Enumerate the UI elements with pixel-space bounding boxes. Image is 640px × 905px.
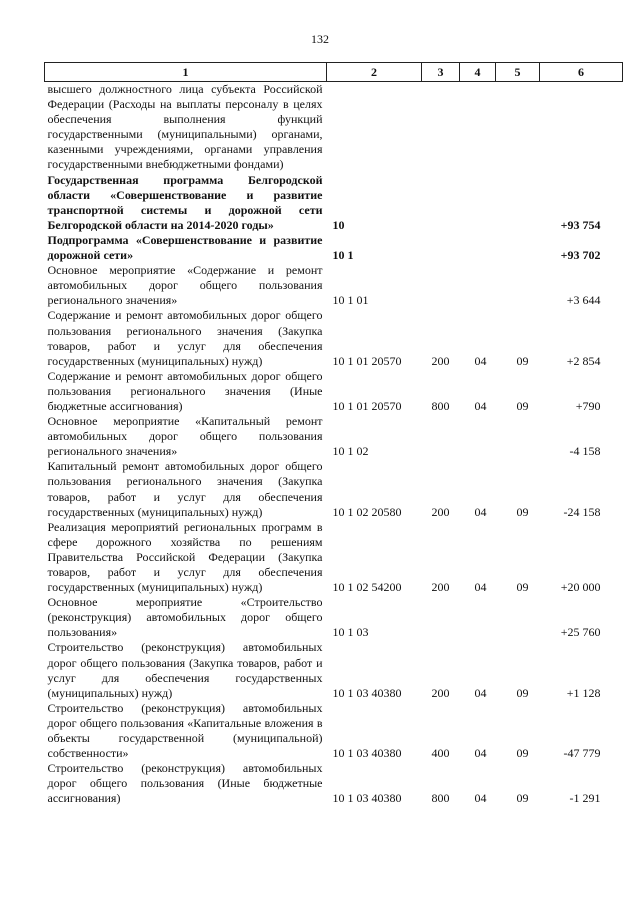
row-amount: -1 291 <box>569 791 601 806</box>
row-name: Основное мероприятие «Капитальный ремонт автомобильных дорог общего пользования регионального значения» <box>47 414 323 459</box>
row-amount: +1 128 <box>566 685 601 700</box>
table-row <box>45 701 623 761</box>
row-amount: +3 644 <box>566 293 601 308</box>
row-subsection: 09 <box>516 685 529 700</box>
row-name: Содержание и ремонт автомобильных дорог общего пользования регионального значения (Закупка товаров, работ и услуг для обеспечения государственных (муниципальных) нужд) <box>47 308 323 368</box>
table-row <box>45 520 623 595</box>
row-subsection: 09 <box>516 580 529 595</box>
row-name: Основное мероприятие «Строительство (реконструкция) автомобильных дорог общего пользования» <box>47 595 323 640</box>
row-section: 04 <box>474 746 487 761</box>
table-row <box>45 82 623 173</box>
row-code: 10 1 02 54200 <box>332 580 402 595</box>
table-row <box>45 369 623 414</box>
row-name: Содержание и ремонт автомобильных дорог общего пользования регионального значения (Иные бюджетные ассигнования) <box>47 368 323 413</box>
row-name: Основное мероприятие «Содержание и ремонт автомобильных дорог общего пользования регионального значения» <box>47 263 323 308</box>
row-expense-type: 200 <box>431 580 450 595</box>
row-code <box>327 82 422 173</box>
row-code: 10 1 03 40380 <box>332 746 402 761</box>
row-code: 10 1 01 20570 <box>332 398 402 413</box>
row-amount: +790 <box>575 398 601 413</box>
row-amount: +93 754 <box>560 217 601 232</box>
row-name: Государственная программа Белгородской области «Совершенствование и развитие транспортной системы и дорожной сети Белгородской области на 2014-2020 годы» <box>47 172 323 232</box>
row-amount: +93 702 <box>560 248 601 263</box>
row-expense-type <box>422 173 460 233</box>
table-row <box>45 233 623 263</box>
row-name: Строительство (реконструкция) автомобильных дорог общего пользования (Закупка товаров, работ и услуг для обеспечения государственных (муниципальных) нужд) <box>47 640 323 700</box>
row-amount <box>540 82 623 173</box>
row-expense-type: 200 <box>431 353 450 368</box>
row-section <box>460 233 496 263</box>
row-expense-type <box>422 263 460 308</box>
row-amount: +20 000 <box>560 580 601 595</box>
row-code: 10 1 01 20570 <box>332 353 402 368</box>
row-name: Капитальный ремонт автомобильных дорог общего пользования регионального значения (Закупка товаров, работ и услуг для обеспечения государственных (муниципальных) нужд) <box>47 459 323 519</box>
row-name: высшего должностного лица субъекта Российской Федерации (Расходы на выплаты персоналу в целях обеспечения выполнения функций государственными (муниципальными) органами, казенными учреждениями, органами управления государственными внебюджетными фондами) <box>47 82 323 172</box>
row-expense-type: 800 <box>431 398 450 413</box>
row-subsection: 09 <box>516 504 529 519</box>
row-subsection <box>496 82 540 173</box>
row-code: 10 1 02 20580 <box>332 504 402 519</box>
header-col-3: 3 <box>422 63 460 82</box>
row-expense-type <box>422 233 460 263</box>
header-col-6: 6 <box>540 63 623 82</box>
row-subsection <box>496 595 540 640</box>
row-subsection: 09 <box>516 746 529 761</box>
header-col-4: 4 <box>460 63 496 82</box>
row-code: 10 1 03 40380 <box>332 791 402 806</box>
row-subsection <box>496 414 540 459</box>
row-amount: +25 760 <box>560 625 601 640</box>
row-code: 10 1 03 <box>332 625 369 640</box>
row-expense-type: 800 <box>431 791 450 806</box>
row-amount: -47 779 <box>563 746 601 761</box>
row-expense-type: 400 <box>431 746 450 761</box>
row-section <box>460 82 496 173</box>
header-col-1: 1 <box>45 63 327 82</box>
row-section <box>460 595 496 640</box>
row-subsection: 09 <box>516 791 529 806</box>
row-section: 04 <box>474 353 487 368</box>
row-name: Подпрограмма «Совершенствование и развитие дорожной сети» <box>47 232 323 263</box>
row-expense-type: 200 <box>431 685 450 700</box>
row-code: 10 <box>332 217 345 232</box>
row-expense-type <box>422 595 460 640</box>
row-amount: +2 854 <box>566 353 601 368</box>
row-amount: -24 158 <box>563 504 601 519</box>
table-row <box>45 173 623 233</box>
row-expense-type <box>422 414 460 459</box>
table-row <box>45 308 623 368</box>
row-expense-type <box>422 82 460 173</box>
table-row <box>45 640 623 700</box>
row-code: 10 1 03 40380 <box>332 685 402 700</box>
table-row <box>45 761 623 806</box>
table-row <box>45 459 623 519</box>
row-section: 04 <box>474 580 487 595</box>
table-row <box>45 263 623 308</box>
row-code: 10 1 <box>332 248 354 263</box>
row-section: 04 <box>474 504 487 519</box>
row-section <box>460 414 496 459</box>
table-header-row <box>45 63 623 82</box>
table-row <box>45 595 623 640</box>
row-code: 10 1 02 <box>332 444 369 459</box>
row-subsection: 09 <box>516 398 529 413</box>
row-amount: -4 158 <box>569 444 601 459</box>
row-subsection <box>496 233 540 263</box>
row-code: 10 1 01 <box>332 293 369 308</box>
row-subsection: 09 <box>516 353 529 368</box>
row-section <box>460 173 496 233</box>
row-name: Строительство (реконструкция) автомобильных дорог общего пользования «Капитальные вложения в объекты государственной (муниципальной) собственности» <box>47 700 323 761</box>
header-col-5: 5 <box>496 63 540 82</box>
row-name: Реализация мероприятий региональных программ в сфере дорожного хозяйства по решениям Правительства Российской Федерации (Закупка товаров, работ и услуг для обеспечения государственных (муниципальных) нужд) <box>47 519 323 595</box>
row-name: Строительство (реконструкция) автомобильных дорог общего пользования (Иные бюджетные ассигнования) <box>47 761 323 806</box>
row-section: 04 <box>474 791 487 806</box>
row-section: 04 <box>474 685 487 700</box>
row-section <box>460 263 496 308</box>
row-subsection <box>496 263 540 308</box>
budget-table <box>44 62 623 807</box>
row-subsection <box>496 173 540 233</box>
header-col-2: 2 <box>327 63 422 82</box>
page-number: 132 <box>311 32 329 46</box>
row-expense-type: 200 <box>431 504 450 519</box>
table-row <box>45 414 623 459</box>
table-body <box>45 82 623 807</box>
row-section: 04 <box>474 398 487 413</box>
